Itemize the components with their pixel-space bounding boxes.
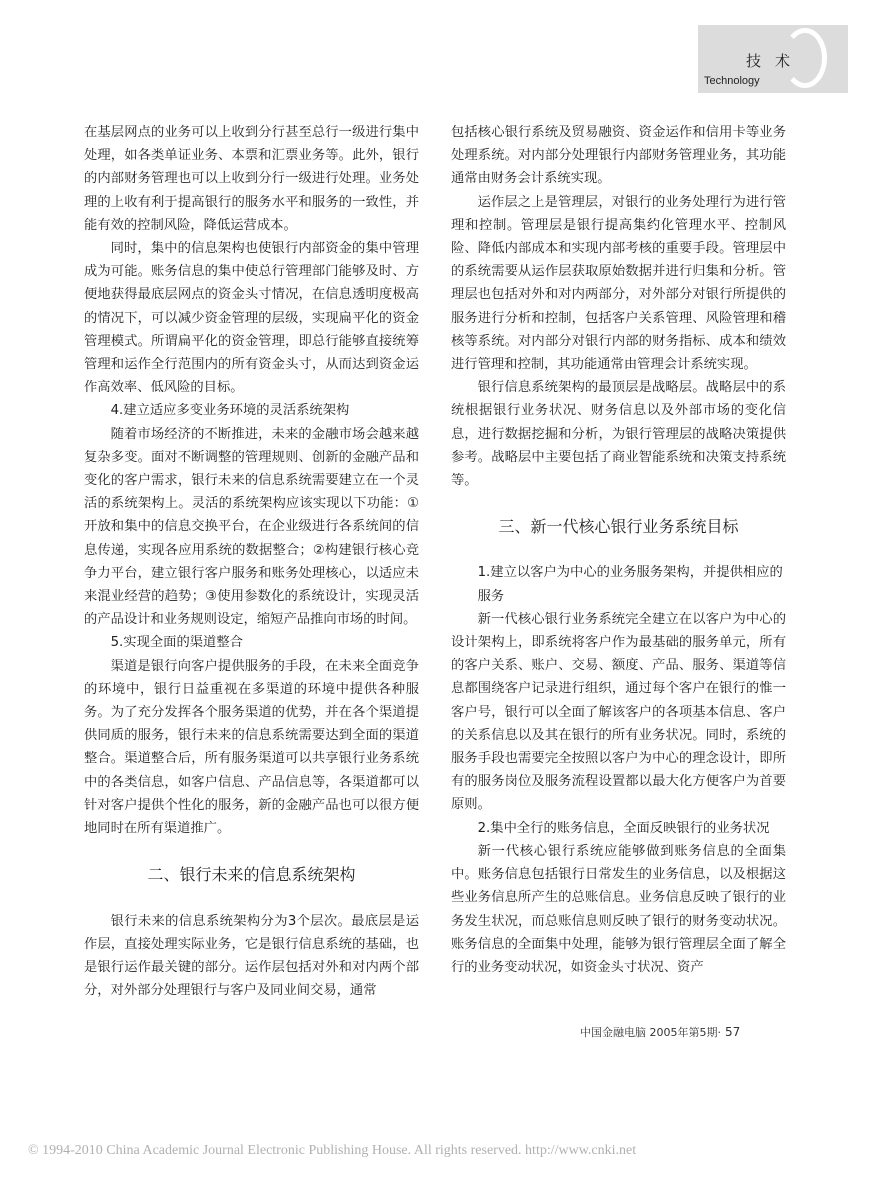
section-title: 技术: [746, 52, 805, 70]
body-paragraph: 渠道是银行向客户提供服务的手段，在未来全面竞争的环境中，银行日益重视在多渠道的环境中提供各种服务。为了充分发挥各个服务渠道的优势，并在各个渠道提供同质的服务，银行未来的信息系统需要达到全面的渠道整合。渠道整合后，所有服务渠道可以共享银行业务系统中的各类信息，如客户信息、产品信息等，各渠道都可以针对客户提供个性化的服务，新的金融产品也可以很方便地同时在所有渠道推广。: [84, 658, 419, 837]
section-heading: 三、新一代核心银行业务系统目标: [498, 517, 739, 537]
subsection-heading: 4.建立适应多变业务环境的灵活系统架构: [110, 403, 350, 419]
body-paragraph: 银行信息系统架构的最顶层是战略层。战略层中的系统根据银行业务状况、财务信息以及外部市场的变化信息，进行数据挖掘和分析，为银行管理层的战略决策提供参考。战略层中主要包括了商业智能系统和决策支持系统等。: [451, 380, 786, 489]
right-column: [451, 121, 786, 979]
body-paragraph: 包括核心银行系统及贸易融资、资金运作和信用卡等业务处理系统。对内部分处理银行内部财务管理业务，其功能通常由财务会计系统实现。: [451, 125, 786, 187]
body-paragraph: 同时，集中的信息架构也使银行内部资金的集中管理成为可能。账务信息的集中使总行管理部门能够及时、方便地获得最底层网点的资金头寸情况，在信息透明度极高的情况下，可以减少资金管理的层级，实现扁平化的资金管理模式。所谓扁平化的资金管理，即总行能够直接统筹管理和运作全行范围内的所有资金头寸，从而达到资金运作高效率、低风险的目标。: [84, 241, 419, 396]
body-paragraph: 运作层之上是管理层，对银行的业务处理行为进行管理和控制。管理层是银行提高集约化管理水平、控制风险、降低内部成本和实现内部考核的重要手段。管理层中的系统需要从运作层获取原始数据并进行归集和分析。管理层也包括对外和对内两部分，对外部分对银行所提供的服务进行分析和控制，包括客户关系管理、风险管理和稽核等系统。对内部分对银行内部的财务指标、成本和绩效进行管理和控制，其功能通常由管理会计系统实现。: [451, 194, 786, 373]
body-paragraph: 银行未来的信息系统架构分为3个层次。最底层是运作层，直接处理实际业务，它是银行信息系统的基础，也是银行运作最关键的部分。运作层包括对外和对内两个部分，对外部分处理银行与客户及同业间交易，通常: [84, 913, 419, 999]
body-paragraph: 随着市场经济的不断推进，未来的金融市场会越来越复杂多变。面对不断调整的管理规则、创新的金融产品和变化的客户需求，银行未来的信息系统需要建立在一个灵活的系统架构上。灵活的系统架构应该实现以下功能：①开放和集中的信息交换平台，在企业级进行各系统间的信息传递，实现各应用系统的数据整合；②构建银行核心竞争力平台，建立银行客户服务和账务处理核心，以适应未来混业经营的趋势；③使用参数化的系统设计，实现灵活的产品设计和业务规则设定，缩短产品推向市场的时间。: [84, 426, 419, 628]
section-subtitle: Technology: [704, 75, 760, 87]
body-paragraph: 新一代核心银行业务系统完全建立在以客户为中心的设计架构上，即系统将客户作为最基础的服务单元，所有的客户关系、账户、交易、额度、产品、服务、渠道等信息都围绕客户记录进行组织，通过每个客户在银行的惟一客户号，银行可以全面了解该客户的各项基本信息、客户的关系信息以及其在银行的所有业务状况。同时，系统的服务手段也需要完全按照以客户为中心的理念设计，即所有的服务岗位及服务流程设置都以最大化方便客户为首要原则。: [451, 611, 786, 813]
copyright-notice: © 1994-2010 China Academic Journal Electronic Publishing House. All rights reserved. http://www.cnki.net: [28, 1143, 637, 1158]
subsection-heading: 2.集中全行的账务信息，全面反映银行的业务状况: [477, 820, 770, 836]
body-paragraph: 新一代核心银行系统应能够做到账务信息的全面集中。账务信息包括银行日常发生的业务信息，以及根据这些业务信息所产生的总账信息。业务信息反映了银行的业务发生状况，而总账信息则反映了银行的财务变动状况。账务信息的全面集中处理，能够为银行管理层全面了解全行的业务变动状况，如资金头寸状况、资产: [451, 843, 786, 975]
section-heading: 二、银行未来的信息系统架构: [147, 865, 356, 885]
page-footer: [580, 1024, 740, 1040]
journal-issue: 中国金融电脑 2005年第5期·: [580, 1026, 721, 1039]
subsection-heading: 5.实现全面的渠道整合: [110, 635, 243, 651]
left-column: [84, 121, 419, 1002]
body-paragraph: 在基层网点的业务可以上收到分行甚至总行一级进行集中处理，如各类单证业务、本票和汇票业务等。此外，银行的内部财务管理也可以上收到分行一级进行处理。业务处理的上收有利于提高银行的服务水平和服务的一致性，并能有效的控制风险，降低运营成本。: [84, 125, 419, 233]
subsection-heading: 1.建立以客户为中心的业务服务架构，并提供相应的服务: [477, 565, 783, 604]
page-number: 57: [725, 1025, 741, 1039]
